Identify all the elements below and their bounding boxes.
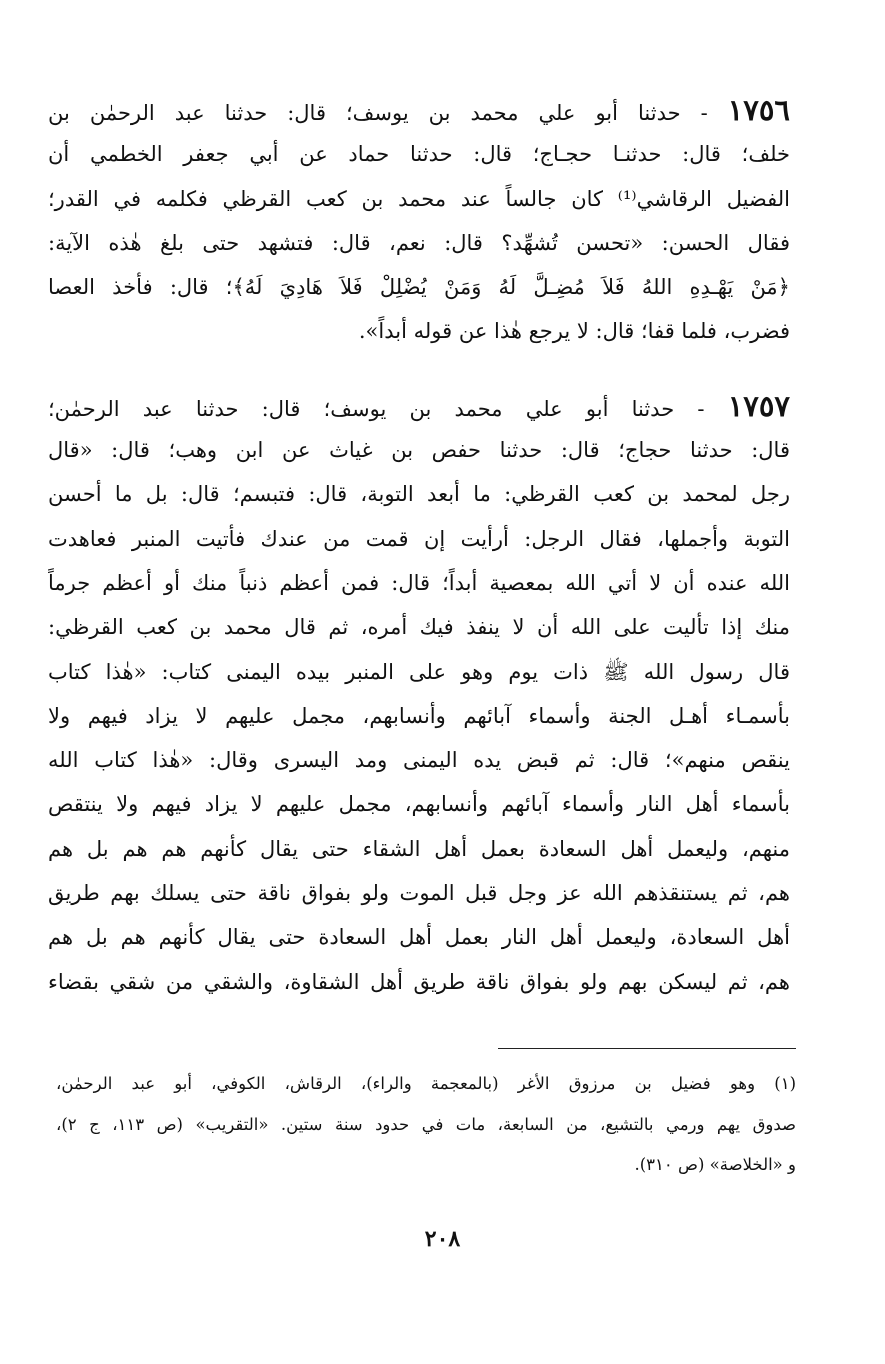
hadith-line: أهل السعادة، وليعمل أهل النار بعمل أهل السعادة حتى يقال كأنهم هم بل هم [48, 925, 790, 950]
hadith-line: الفضيل الرقاشي⁽¹⁾ كان جالساً عند محمد بن كعب القرظي فكلمه في القدر؛ [48, 186, 790, 211]
footnote-line: و «الخلاصة» (ص ٣١٠). [634, 1155, 796, 1174]
hadith-line: ينقص منهم»؛ قال: ثم قبض يده اليمنى ومد اليسرى وقال: «هٰذا كتاب الله [48, 748, 790, 773]
hadith-line: بأسماء أهل النار وأسماء آبائهم وأنسابهم، مجمل عليهم لا يزاد فيهم ولا ينتقص [48, 792, 790, 817]
hadith-1756 [48, 88, 790, 354]
hadith-line: قال رسول الله ﷺ ذات يوم وهو على المنبر بيده اليمنى كتاب: «هٰذا كتاب [48, 659, 790, 684]
footnote-line: صدوق يهم ورمي بالتشيع، من السابعة، مات في حدود سنة ستين. «التقريب» (ص ١١٣، ج ٢)، [56, 1114, 796, 1134]
hadith-1757 [48, 384, 790, 1004]
footnotes [56, 1064, 796, 1186]
footnote-line: (١) وهو فضيل بن مرزوق الأغر (بالمعجمة والراء)، الرقاش، الكوفي، أبو عبد الرحمٰن، [56, 1074, 796, 1093]
hadith-line: قال: حدثنا حجاج؛ قال: حدثنا حفص بن غياث عن ابن وهب؛ قال: «قال [48, 438, 790, 463]
hadith-line: بأسمـاء أهـل الجنة وأسماء آبائهم وأنسابهم، مجمل عليهم لا يزاد فيهم ولا [48, 703, 790, 728]
hadith-line [48, 384, 790, 428]
hadith-line: منهم، وليعمل أهل السعادة بعمل أهل الشقاء حتى يقال كأنهم هم هم بل هم [48, 836, 790, 861]
footnote-divider [498, 1048, 796, 1049]
hadith-number: ١٧٥٧ [727, 388, 790, 423]
hadith-line: الله عنده أن لا أتي الله بمعصية أبداً؛ قال: فمن أعظم ذنباً منك أو أعظم جرماً [48, 570, 790, 595]
hadith-line: فضرب، فلما قفا؛ قال: لا يرجع هٰذا عن قوله أبداً». [358, 319, 790, 344]
quran-verse-line: ﴿مَنْ يَهْـدِهِ اللهُ فَلاَ مُضِـلَّ لَهُ وَمَنْ يُضْلِلْ فَلاَ هَادِيَ لَهُ﴾؛ قال: فأخذ العصا [48, 275, 790, 300]
page-number: ٢٠٨ [424, 1226, 461, 1252]
hadith-line: منك إذا تأليت على الله أن لا ينفذ فيك أمره، ثم قال محمد بن كعب القرظي: [48, 615, 790, 640]
hadith-line: فقال الحسن: «تحسن تُشهِّد؟ قال: نعم، قال: فتشهد حتى بلغ هٰذه الآية: [48, 230, 790, 255]
main-text [48, 88, 790, 1004]
hadith-line [48, 88, 790, 132]
hadith-line: خلف؛ قال: حدثنـا حجـاج؛ قال: حدثنا حماد عن أبي جعفر الخطمي أن [48, 142, 790, 167]
hadith-line-text: - حدثنا أبو علي محمد بن يوسف؛ قال: حدثنا عبد الرحمٰن بن [48, 101, 708, 125]
hadith-number: ١٧٥٦ [727, 93, 790, 127]
hadith-line: هم، ثم يستنقذهم الله عز وجل قبل الموت ولو بفواق ناقة حتى يسلك بهم طريق [48, 881, 790, 906]
hadith-line: رجل لمحمد بن كعب القرظي: ما أبعد التوبة، قال: فتبسم؛ قال: بل ما أحسن [48, 482, 790, 507]
hadith-line: التوبة وأجملها، فقال الرجل: أرأيت إن قمت من عندك فأتيت المنبر فعاهدت [48, 526, 790, 551]
hadith-line: هم، ثم ليسكن بهم ولو بفواق ناقة طريق أهل الشقاوة، والشقي من شقي بقضاء [48, 969, 790, 994]
hadith-line-text: - حدثنا أبو علي محمد بن يوسف؛ قال: حدثنا عبد الرحمٰن؛ [48, 396, 705, 421]
